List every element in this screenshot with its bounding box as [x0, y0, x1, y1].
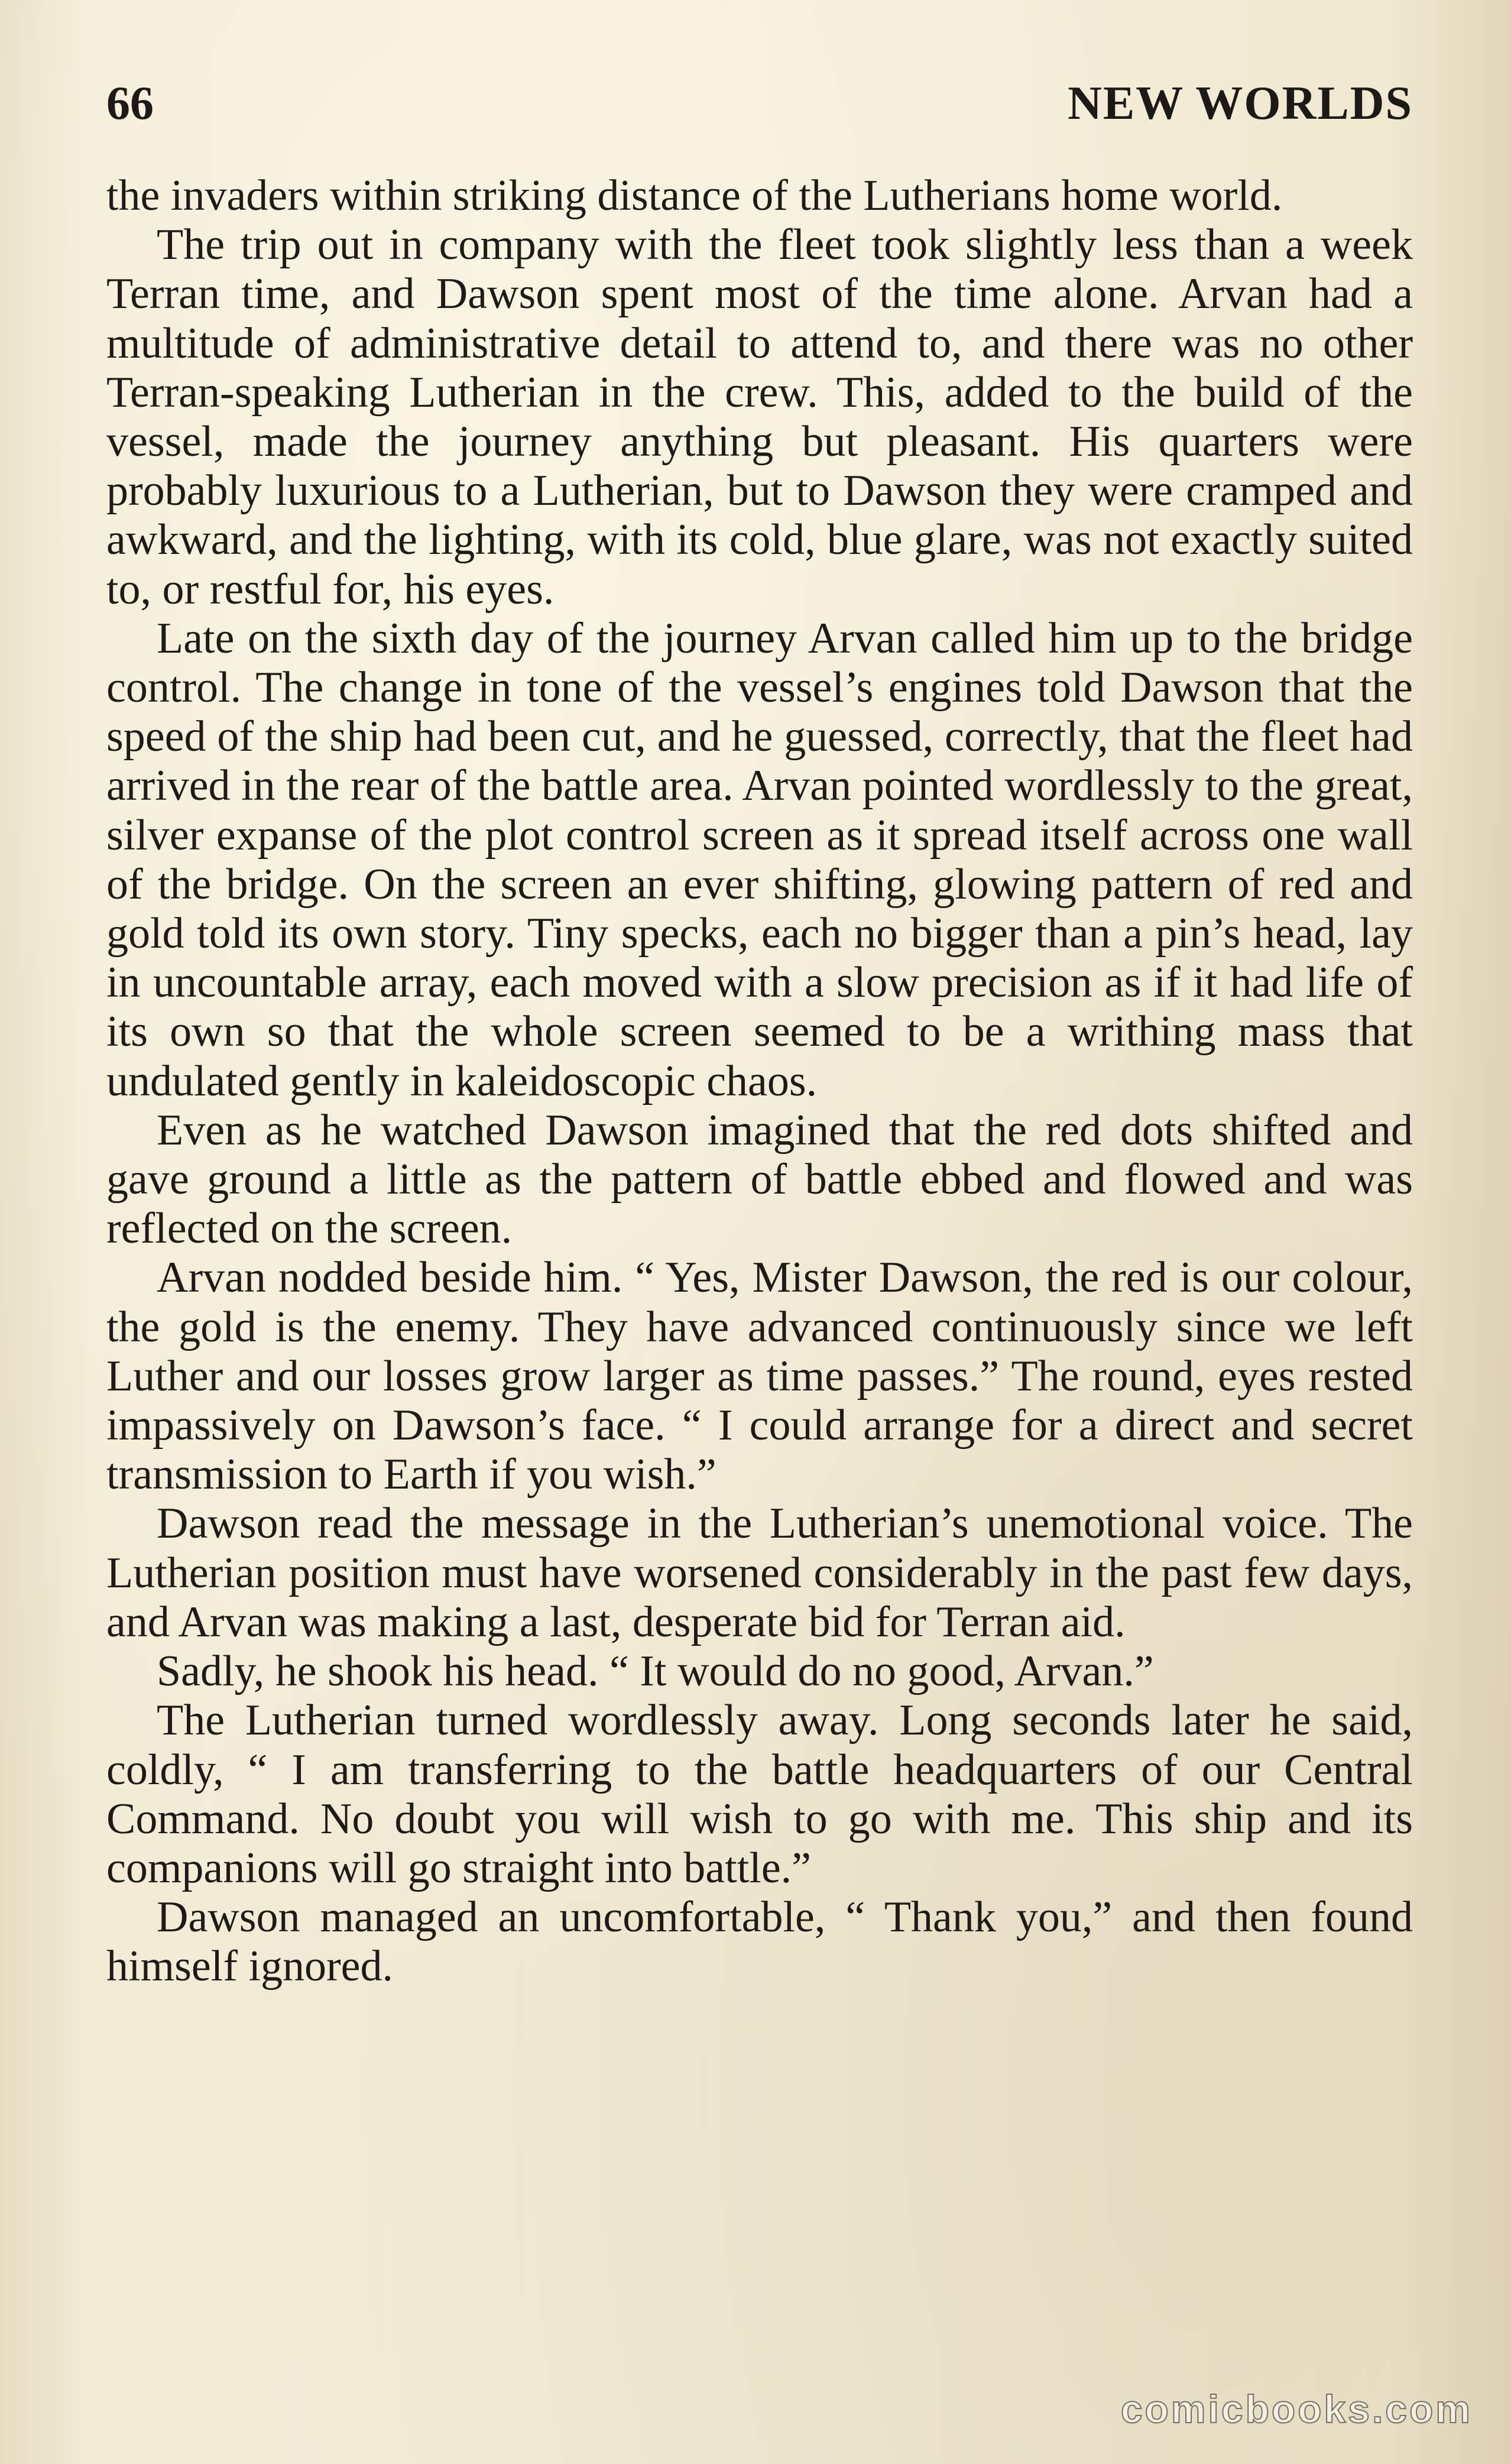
paragraph: Dawson read the message in the Lutherian’s unemotional voice. The Lutherian position must have worsened considerably in the past few days, and Arvan was making a last, desperate bid for Terran aid. [106, 1499, 1413, 1646]
paragraph: Even as he watched Dawson imagined that the red dots shifted and gave ground a little as the pattern of battle ebbed and flowed and was reflected on the screen. [106, 1105, 1413, 1253]
paragraph: Dawson managed an uncomfortable, “ Thank you,” and then found himself ignored. [106, 1893, 1413, 1991]
paragraph: the invaders within striking distance of the Lutherians home world. [106, 171, 1283, 220]
running-head: NEW WORLDS [1068, 77, 1413, 129]
page-number: 66 [106, 77, 154, 129]
paragraph: The trip out in company with the fleet took slightly less than a week Terran time, and Dawson spent most of the time alone. Arvan had a multitude of administrative detail to attend to, and there was no other Terran-speaking Lutherian in the crew. This, added to the build of the vessel, made the journey anything but pleasant. His quarters were probably luxurious to a Lutherian, but to Dawson they were cramped and awkward, and the lighting, with its cold, blue glare, was not exactly suited to, or restful for, his eyes. [106, 221, 1413, 614]
body-text [106, 171, 1413, 1992]
page-header [106, 71, 1413, 136]
paragraph: The Lutherian turned wordlessly away. Long seconds later he said, coldly, “ I am transferring to the battle headquarters of our Central Command. No doubt you will wish to go with me. This ship and its companions will go straight into battle.” [106, 1696, 1413, 1892]
paragraph: Late on the sixth day of the journey Arvan called him up to the bridge control. The change in tone of the vessel’s engines told Dawson that the speed of the ship had been cut, and he guessed, correctly, that the fleet had arrived in the rear of the battle area. Arvan pointed wordlessly to the great, silver expanse of the plot control screen as it spread itself across one wall of the bridge. On the screen an ever shifting, glowing pattern of red and gold told its own story. Tiny specks, each no bigger than a pin’s head, lay in uncountable array, each moved with a slow precision as if it had life of its own so that the whole screen seemed to be a writhing mass that undulated gently in kaleidoscopic chaos. [106, 614, 1413, 1105]
watermark: comicbooks.com [1120, 2387, 1473, 2431]
paragraph: Sadly, he shook his head. “ It would do no good, Arvan.” [157, 1647, 1154, 1696]
paragraph: Arvan nodded beside him. “ Yes, Mister Dawson, the red is our colour, the gold is the enemy. They have advanced continuously since we left Luther and our losses grow larger as time passes.” The round, eyes rested impassively on Dawson’s face. “ I could arrange for a direct and secret transmission to Earth if you wish.” [106, 1253, 1413, 1499]
